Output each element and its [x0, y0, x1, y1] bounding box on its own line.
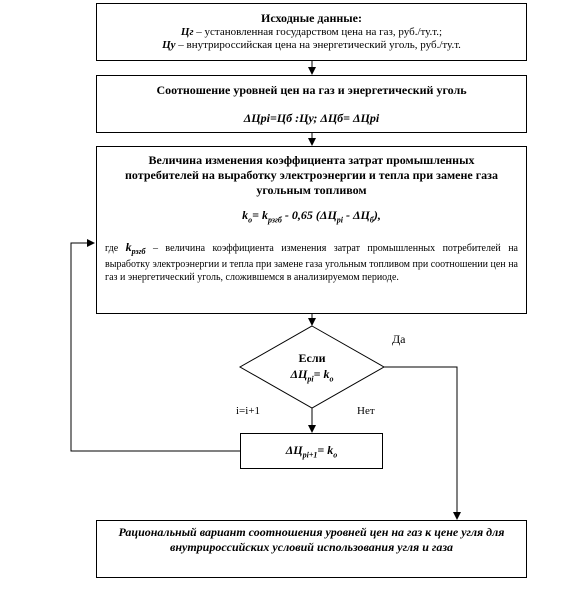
- decision-eq: = k: [313, 367, 330, 381]
- coal-price-symbol: Цу: [162, 39, 176, 51]
- decision-sub2: o: [329, 374, 334, 384]
- input-gas-price-line: [97, 26, 526, 39]
- formula-end: ),: [373, 208, 381, 222]
- desc-text: – величина коэффициента изменения затрат промышленных потребителей на выработку электроэнергии и тепла при замене газа угольным топливом при соотношении цен на газ и энергетический уголь, сложившемся в анализируемом периоде.: [105, 243, 518, 284]
- desc-k: k: [125, 240, 132, 255]
- formula-rest-sub: рі: [336, 215, 344, 225]
- coal-price-text: – внутрироссийская цена на энергетический уголь, руб./ту.т.: [175, 39, 461, 51]
- result-box: [96, 520, 527, 578]
- update-delta: ΔЦ: [285, 443, 303, 457]
- yes-label: Да: [392, 332, 406, 346]
- cost-coefficient-formula: [105, 208, 518, 227]
- cost-coefficient-title: Величина изменения коэффициента затрат промышленных потребителей на выработку электроэнергии и тепла при замене газа угольным топливом: [125, 153, 498, 197]
- update-eq: = k: [317, 443, 334, 457]
- cost-coefficient-description: [105, 241, 518, 284]
- update-sub: рі+1: [302, 450, 318, 460]
- update-sub2: o: [333, 450, 338, 460]
- formula-mid: = k: [252, 208, 268, 222]
- price-ratio-formula: ΔЦрі=Цб :Цу; ΔЦб= ΔЦрі: [243, 111, 380, 125]
- result-text: Рациональный вариант соотношения уровней цен на газ к цене угля для внутрироссийских условий использования угля и газа: [118, 525, 505, 554]
- input-data-title: Исходные данные:: [261, 11, 362, 25]
- gas-price-text: – установленная государством цена на газ, руб./ту.т.;: [193, 26, 443, 38]
- price-ratio-box: [96, 75, 527, 133]
- decision-if: Если: [298, 351, 326, 365]
- decision-sub: рі: [307, 374, 314, 384]
- input-coal-price-line: [97, 39, 526, 52]
- formula-k: k: [242, 208, 249, 222]
- no-label: Нет: [357, 405, 375, 417]
- decision-condition: [262, 366, 362, 387]
- formula-rest: - 0,65 (ΔЦ: [281, 208, 337, 222]
- iteration-label: i=i+1: [236, 405, 261, 417]
- input-data-box: [96, 3, 527, 61]
- desc-k-sub: рзгб: [131, 247, 146, 257]
- arrow-yes: [384, 367, 457, 519]
- cost-coefficient-box: [96, 146, 527, 314]
- desc-prefix: где: [105, 243, 126, 255]
- update-price-ratio-box: [240, 433, 383, 469]
- formula-rest2: - ΔЦ: [343, 208, 370, 222]
- gas-price-symbol: Цг: [180, 26, 194, 38]
- formula-k-sub: o: [248, 215, 253, 225]
- decision-text: [262, 350, 362, 387]
- formula-rest2-sub: б: [369, 215, 374, 225]
- decision-delta: ΔЦ: [290, 367, 308, 381]
- formula-mid-sub: рзгб: [267, 215, 282, 225]
- price-ratio-title: Соотношение уровней цен на газ и энергетический уголь: [156, 83, 467, 97]
